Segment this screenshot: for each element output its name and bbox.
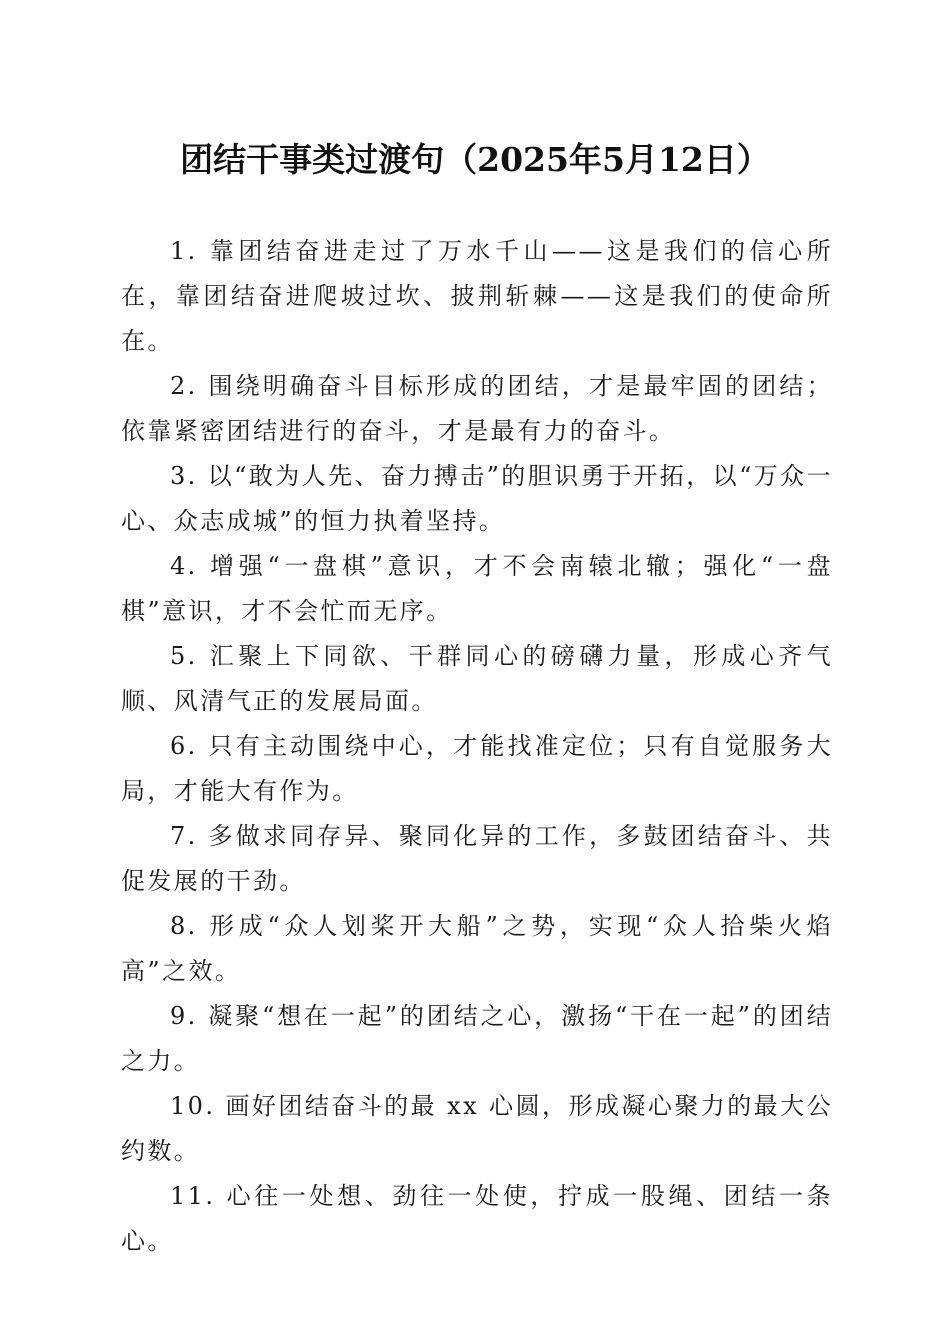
document-title: 团结干事类过渡句（2025年5月12日） [180,140,770,179]
paragraph-5: 5. 汇聚上下同欲、干群同心的磅礴力量，形成心齐气顺、风清气正的发展局面。 [121,642,833,715]
paragraph-4: 4. 增强“一盘棋”意识，才不会南辕北辙；强化“一盘棋”意识，才不会忙而无序。 [121,552,833,625]
document-body [121,229,833,1264]
paragraph-6: 6. 只有主动围绕中心，才能找准定位；只有自觉服务大局，才能大有作为。 [121,732,833,805]
paragraph-9: 9. 凝聚“想在一起”的团结之心，激扬“干在一起”的团结之力。 [121,1002,833,1075]
paragraph-3: 3. 以“敢为人先、奋力搏击”的胆识勇于开拓，以“万众一心、众志成城”的恒力执着坚持。 [121,462,833,535]
paragraph-8: 8. 形成“众人划桨开大船”之势，实现“众人拾柴火焰高”之效。 [121,912,833,985]
paragraph-10: 10. 画好团结奋斗的最 xx 心圆，形成凝心聚力的最大公约数。 [121,1092,833,1165]
paragraph-7: 7. 多做求同存异、聚同化异的工作，多鼓团结奋斗、共促发展的干劲。 [121,822,833,895]
paragraph-2: 2. 围绕明确奋斗目标形成的团结，才是最牢固的团结；依靠紧密团结进行的奋斗，才是最有力的奋斗。 [121,372,833,445]
paragraph-1: 1. 靠团结奋进走过了万水千山——这是我们的信心所在，靠团结奋进爬坡过坎、披荆斩棘——这是我们的使命所在。 [121,237,833,355]
paragraph-11: 11. 心往一处想、劲往一处使，拧成一股绳、团结一条心。 [121,1182,833,1255]
